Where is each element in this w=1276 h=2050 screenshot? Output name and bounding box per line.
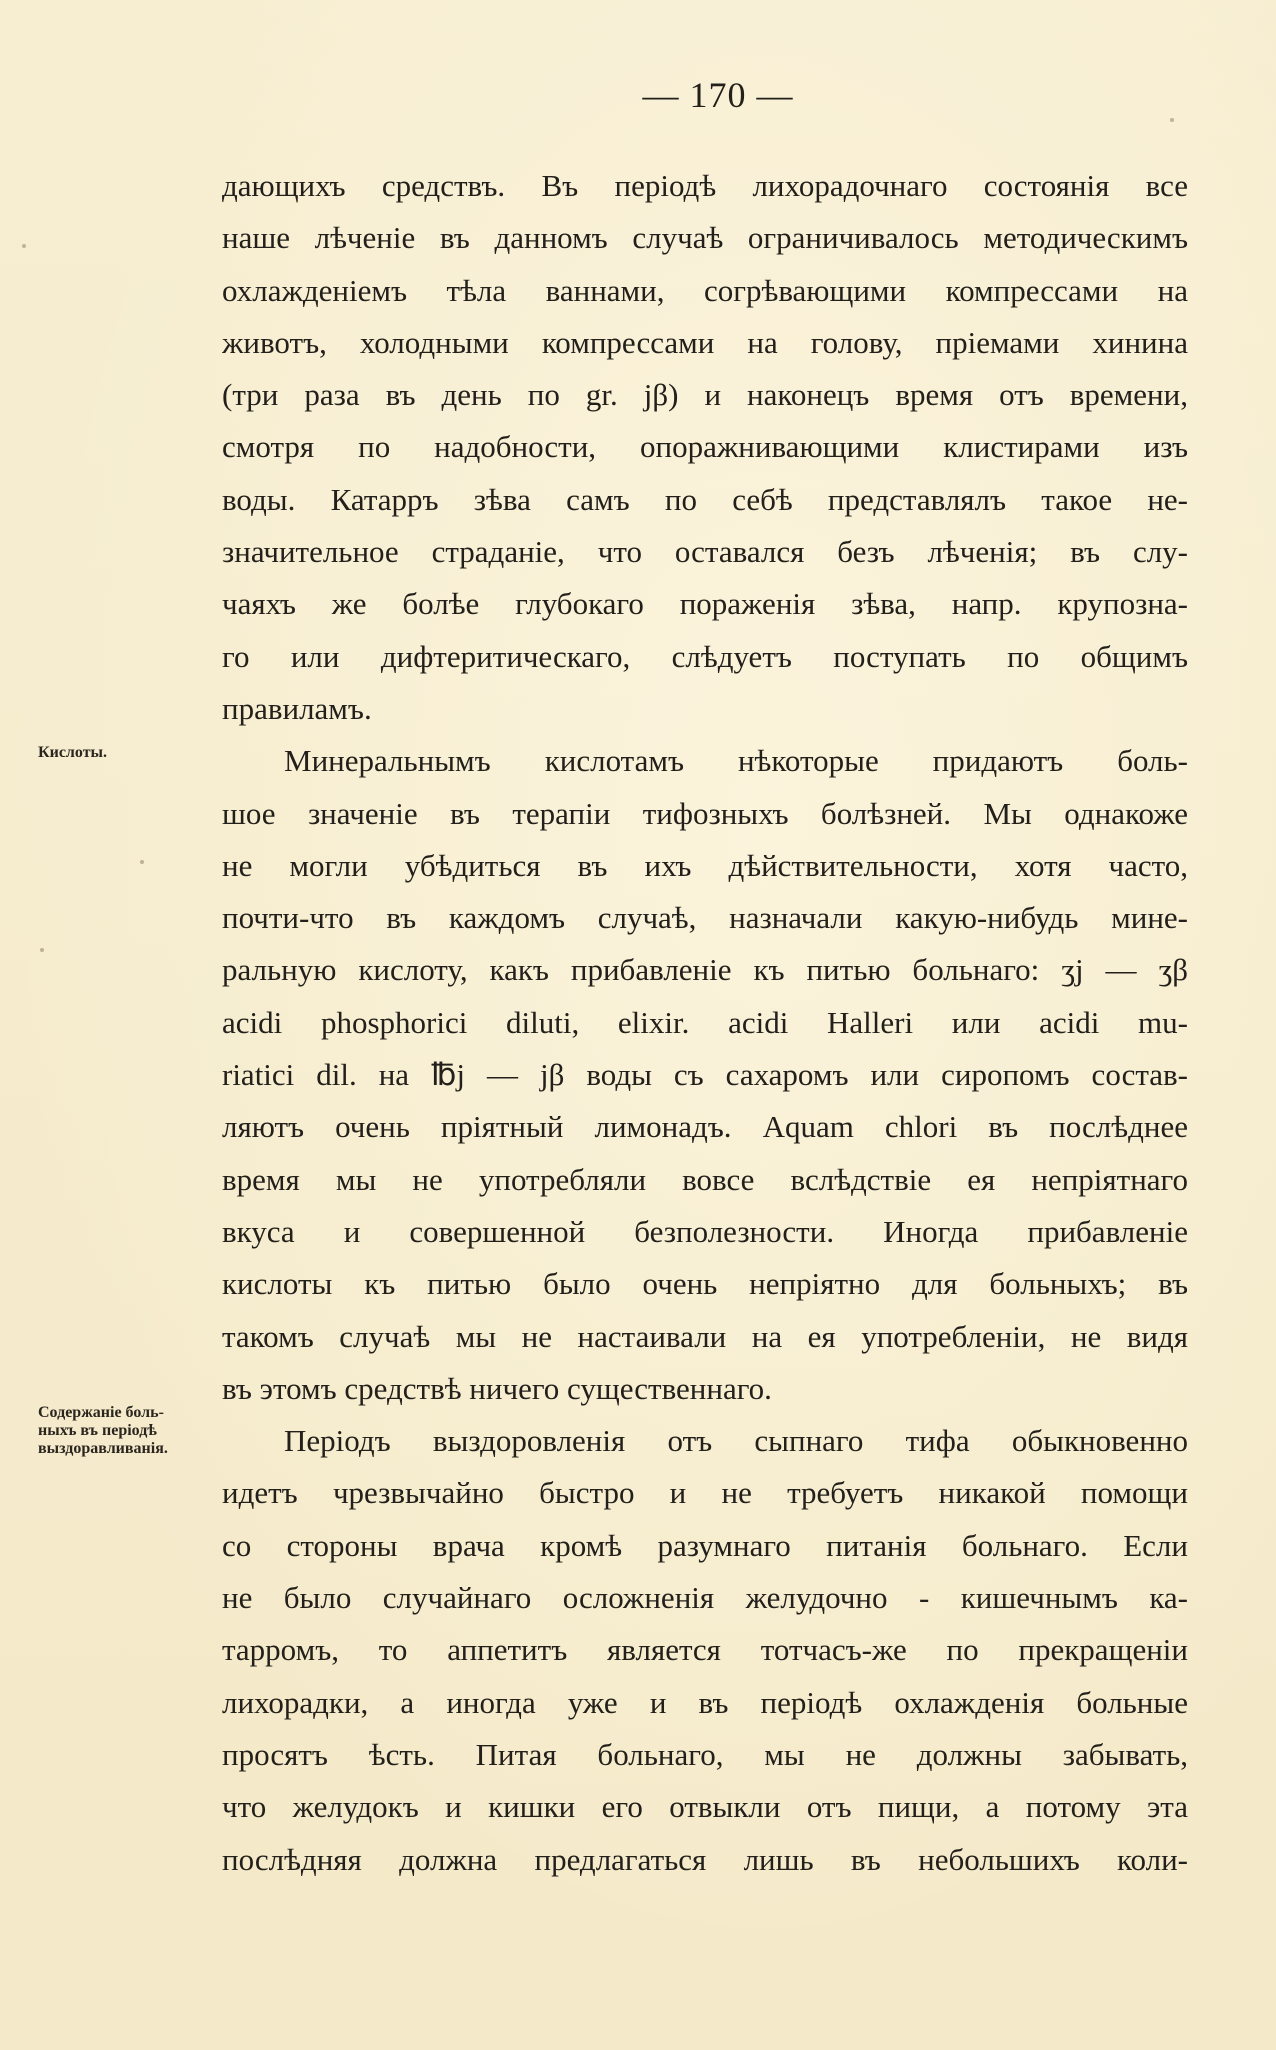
text-line: лихорадки, а иногда уже и въ періодѣ охлажденія больные [222,1684,1188,1720]
text-line: идетъ чрезвычайно быстро и не требуетъ никакой помощи [222,1475,1188,1511]
text-line: тарромъ, то аппетитъ является тотчасъ-же по прекращеніи [222,1632,1188,1668]
margin-note-line: Содержаніе боль- [38,1404,164,1421]
text-line: acidi phosphorici diluti, elixir. acidi Halleri или acidi mu- [222,1004,1188,1040]
text-line: шое значеніе въ терапіи тифозныхъ болѣзней. Мы однакоже [222,795,1188,831]
text-line: животъ, холодными компрессами на голову, пріемами хинина [222,324,1188,360]
text-line: послѣдняя должна предлагаться лишь въ небольшихъ коли- [222,1841,1188,1877]
text-line: смотря по надобности, опоражнивающими клистирами изъ [222,429,1188,465]
text-line: воды. Катарръ зѣва самъ по себѣ представлялъ такое не- [222,481,1188,517]
page-number: — 170 — [642,75,794,115]
text-line: значительное страданіе, что оставался безъ лѣченія; въ слу- [222,534,1188,570]
text-line: чаяхъ же болѣе глубокаго пораженія зѣва, напр. крупозна- [222,586,1188,622]
paper-speck [140,860,144,864]
text-line: кислоты къ питью было очень непріятно для больныхъ; въ [222,1266,1188,1302]
margin-note-convalescence [38,1404,218,1458]
text-line: что желудокъ и кишки его отвыкли отъ пищи, а потому эта [222,1789,1188,1825]
text-line: не могли убѣдиться въ ихъ дѣйствительности, хотя часто, [222,847,1188,883]
text-line: Періодъ выздоровленія отъ сыпнаго тифа обыкновенно [284,1423,1188,1459]
text-line: ляютъ очень пріятный лимонадъ. Aquam chlori въ послѣднее [222,1109,1188,1145]
text-line: ральную кислоту, какъ прибавленіе къ питью больнаго: ʒj — ʒβ [222,952,1188,988]
body-text [222,160,1188,1886]
text-line: не было случайнаго осложненія желудочно - кишечнымъ ка- [222,1580,1188,1616]
text-line: почти-что въ каждомъ случаѣ, назначали какую-нибудь мине- [222,900,1188,936]
text-line: правиламъ. [222,690,372,726]
paper-speck [1170,118,1174,122]
text-line: охлажденіемъ тѣла ваннами, согрѣвающими компрессами на [222,272,1188,308]
paper-speck [22,244,26,248]
margin-note-line: выздоравливанія. [38,1440,168,1457]
text-line: наше лѣченіе въ данномъ случаѣ ограничивалось методическимъ [222,220,1188,256]
text-line: со стороны врача кромѣ разумнаго питанія больнаго. Если [222,1527,1188,1563]
text-line: время мы не употребляли вовсе вслѣдствіе ея непріятнаго [222,1161,1188,1197]
text-line: (три раза въ день по gr. jβ) и наконецъ время отъ времени, [222,377,1188,413]
text-line: го или дифтеритическаго, слѣдуетъ поступать по общимъ [222,638,1188,674]
text-line: Минеральнымъ кислотамъ нѣкоторые придаютъ боль- [284,743,1188,779]
text-line: riatici dil. на ℔j — jβ воды съ сахаромъ или сиропомъ состав- [222,1057,1188,1093]
text-line: такомъ случаѣ мы не настаивали на ея употребленіи, не видя [222,1318,1188,1354]
paper-speck [40,948,44,952]
text-line: въ этомъ средствѣ ничего существеннаго. [222,1370,772,1406]
margin-note-line: ныхъ въ періодѣ [38,1422,157,1439]
text-line: дающихъ средствъ. Въ періодѣ лихорадочнаго состоянія все [222,168,1188,203]
text-line: просятъ ѣсть. Питая больнаго, мы не должны забывать, [222,1736,1188,1772]
margin-note-acids: Кислоты. [38,744,108,761]
text-line: вкуса и совершенной безполезности. Иногда прибавленіе [222,1213,1188,1249]
